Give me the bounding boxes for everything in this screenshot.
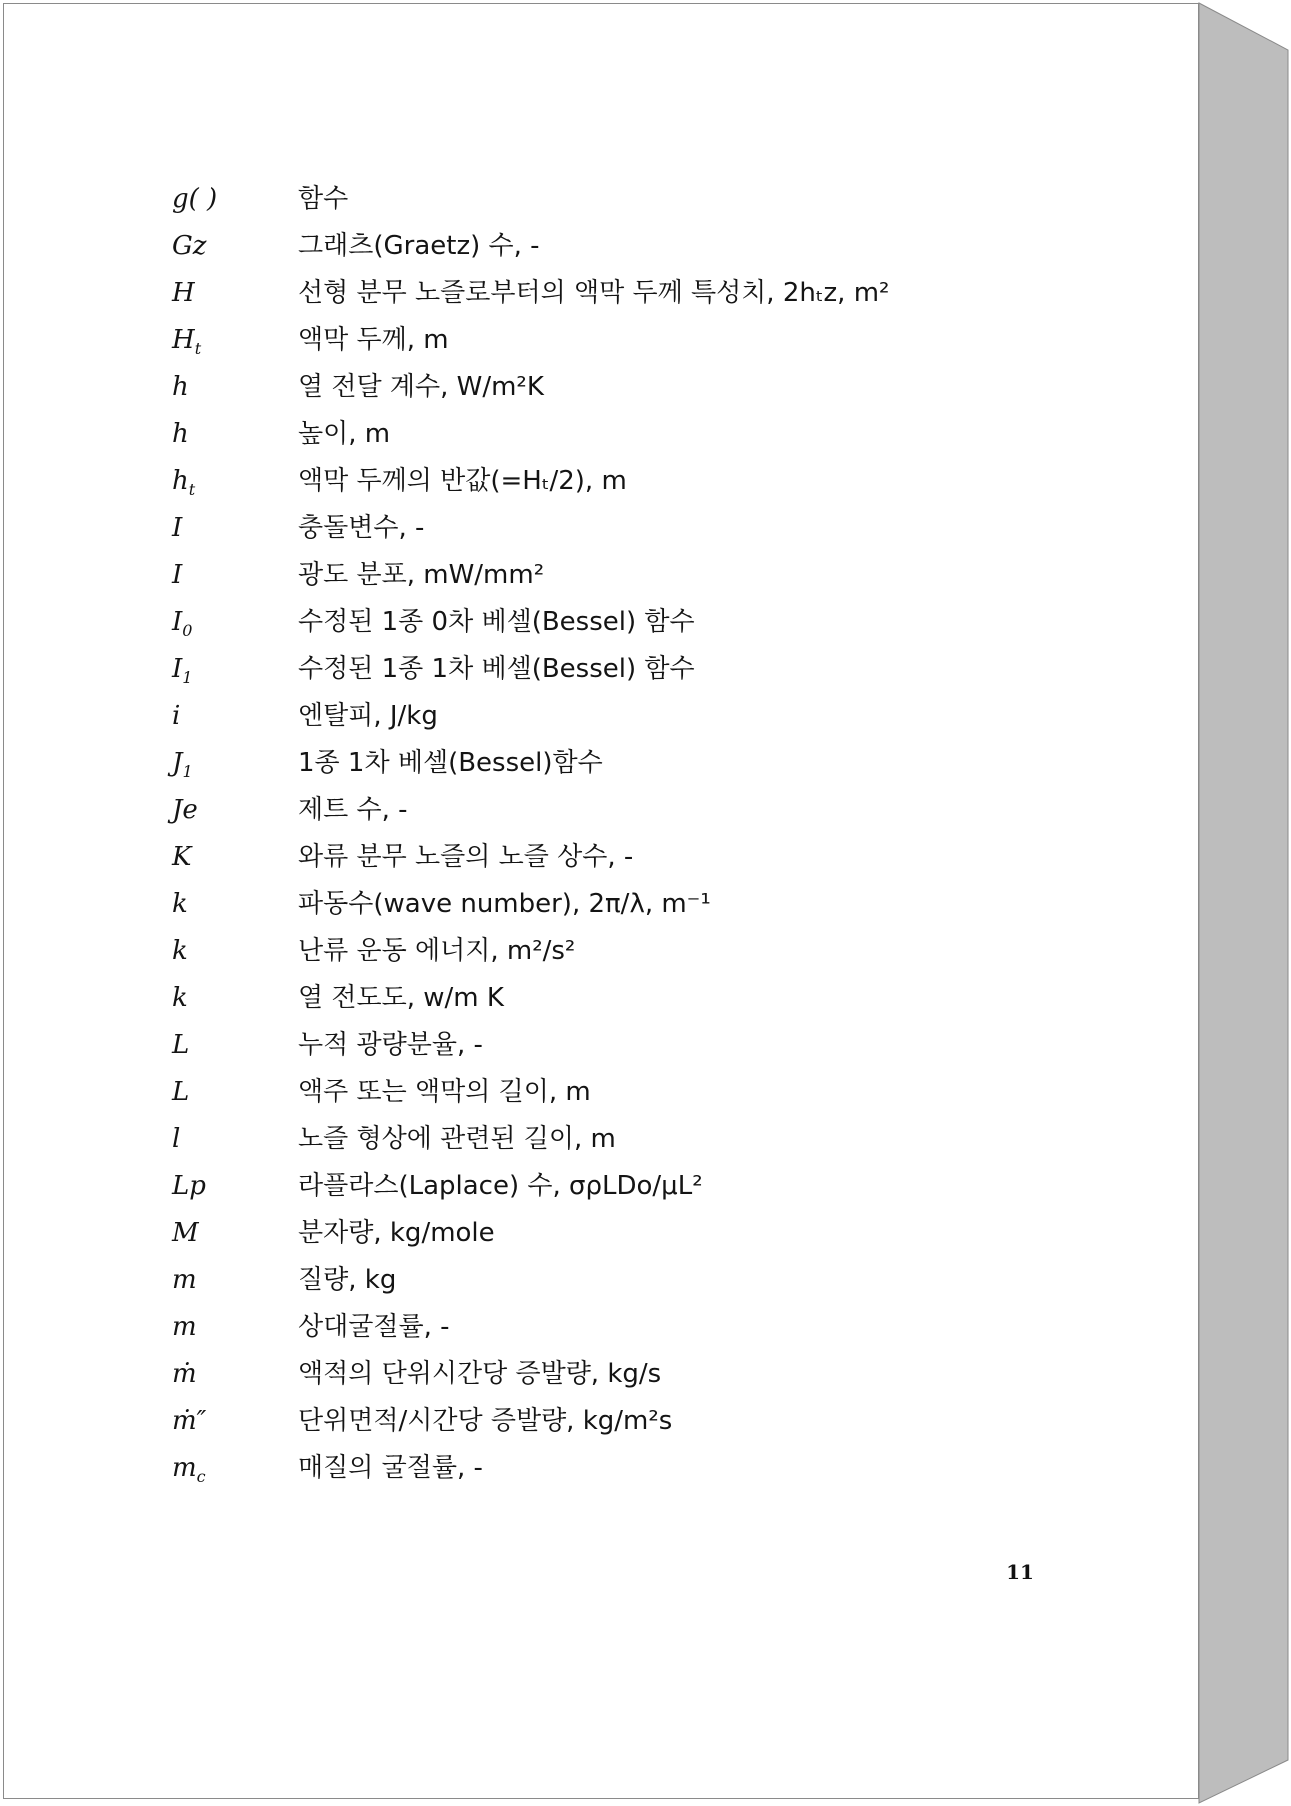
- symbol-text: K: [172, 842, 192, 872]
- symbol-text: L: [172, 1077, 190, 1107]
- definition: 수정된 1종 0차 베셀(Bessel) 함수: [298, 607, 695, 637]
- definition: 그래츠(Graetz) 수, -: [298, 231, 540, 261]
- nomenclature-entry: [172, 601, 1072, 648]
- symbol-subscript: 1: [182, 668, 193, 688]
- definition: 열 전달 계수, W/m²K: [298, 372, 544, 402]
- page-number: 11: [1006, 1560, 1034, 1584]
- symbol: [172, 513, 298, 543]
- symbol: [172, 889, 298, 919]
- symbol-subscript: t: [188, 480, 196, 500]
- definition: 누적 광량분율, -: [298, 1030, 483, 1060]
- nomenclature-entry: [172, 225, 1072, 272]
- symbol-text: g( ): [172, 184, 218, 214]
- definition: 제트 수, -: [298, 795, 408, 825]
- symbol-text: h: [172, 372, 189, 402]
- nomenclature-entry: [172, 507, 1072, 554]
- definition: 와류 분무 노즐의 노즐 상수, -: [298, 842, 634, 872]
- nomenclature-entry: [172, 1118, 1072, 1165]
- symbol-text: i: [172, 701, 181, 731]
- nomenclature-entry: [172, 648, 1072, 695]
- nomenclature-entry: [172, 1165, 1072, 1212]
- symbol: [172, 701, 298, 731]
- definition: 수정된 1종 1차 베셀(Bessel) 함수: [298, 654, 695, 684]
- nomenclature-entry: [172, 883, 1072, 930]
- symbol: [172, 1406, 298, 1436]
- nomenclature-entry: [172, 272, 1072, 319]
- nomenclature-entry: [172, 1400, 1072, 1447]
- symbol-text: m: [172, 1453, 197, 1483]
- symbol-text: k: [172, 983, 188, 1013]
- symbol-subscript: 1: [182, 762, 193, 782]
- definition: 열 전도도, w/m K: [298, 983, 504, 1013]
- symbol: [172, 983, 298, 1013]
- definition: 상대굴절률, -: [298, 1312, 450, 1342]
- symbol: [172, 184, 298, 214]
- symbol: [172, 1124, 298, 1154]
- definition: 노즐 형상에 관련된 길이, m: [298, 1124, 616, 1154]
- definition: 단위면적/시간당 증발량, kg/m²s: [298, 1406, 673, 1436]
- symbol-text: L: [172, 1030, 190, 1060]
- symbol: [172, 1171, 298, 1201]
- symbol-text: m: [172, 1312, 197, 1342]
- symbol-text: Je: [172, 795, 198, 825]
- definition: 광도 분포, mW/mm²: [298, 560, 545, 590]
- definition: 매질의 굴절률, -: [298, 1453, 483, 1483]
- symbol: [172, 1265, 298, 1295]
- symbol: [172, 842, 298, 872]
- symbol-text: m: [172, 1265, 197, 1295]
- definition: 액막 두께, m: [298, 325, 449, 355]
- definition: 질량, kg: [298, 1265, 397, 1295]
- symbol-text: H: [172, 325, 195, 355]
- definition: 함수: [298, 184, 349, 214]
- symbol-text: M: [172, 1218, 199, 1248]
- nomenclature-entry: [172, 1353, 1072, 1400]
- nomenclature-entry: [172, 178, 1072, 225]
- nomenclature-entry: [172, 460, 1072, 507]
- definition: 파동수(wave number), 2π/λ, m⁻¹: [298, 889, 711, 919]
- nomenclature-entry: [172, 1071, 1072, 1118]
- symbol-text: I: [172, 607, 183, 637]
- definition: 라플라스(Laplace) 수, σρLDo/μL²: [298, 1171, 703, 1201]
- definition: 분자량, kg/mole: [298, 1218, 495, 1248]
- symbol-text: J: [172, 748, 183, 778]
- symbol-text: h: [172, 466, 189, 496]
- symbol: [172, 1218, 298, 1248]
- symbol-text: ṁ: [172, 1359, 197, 1389]
- symbol-text: ṁ″: [172, 1406, 207, 1436]
- symbol: [172, 325, 298, 358]
- definition: 액주 또는 액막의 길이, m: [298, 1077, 591, 1107]
- symbol: [172, 748, 298, 781]
- symbol: [172, 1077, 298, 1107]
- definition: 액막 두께의 반값(=Hₜ/2), m: [298, 466, 627, 496]
- definition: 높이, m: [298, 419, 391, 449]
- nomenclature-entry: [172, 1447, 1072, 1494]
- symbol-text: I: [172, 560, 183, 590]
- symbol: [172, 795, 298, 825]
- nomenclature-entry: [172, 319, 1072, 366]
- nomenclature-entry: [172, 695, 1072, 742]
- nomenclature-entry: [172, 413, 1072, 460]
- symbol-subscript: t: [194, 339, 202, 359]
- symbol: [172, 466, 298, 499]
- symbol: [172, 278, 298, 308]
- symbol-text: k: [172, 936, 188, 966]
- symbol: [172, 1030, 298, 1060]
- symbol: [172, 1453, 298, 1486]
- definition: 선형 분무 노즐로부터의 액막 두께 특성치, 2hₜz, m²: [298, 278, 890, 308]
- nomenclature-entry: [172, 366, 1072, 413]
- symbol-text: k: [172, 889, 188, 919]
- nomenclature-entry: [172, 1259, 1072, 1306]
- nomenclature-entry: [172, 789, 1072, 836]
- definition: 난류 운동 에너지, m²/s²: [298, 936, 576, 966]
- symbol: [172, 560, 298, 590]
- nomenclature-entry: [172, 1212, 1072, 1259]
- symbol-subscript: 0: [182, 621, 193, 641]
- symbol: [172, 1359, 298, 1389]
- symbol-text: Gz: [172, 231, 207, 261]
- symbol-text: l: [172, 1124, 181, 1154]
- symbol: [172, 936, 298, 966]
- nomenclature-entry: [172, 930, 1072, 977]
- symbol: [172, 419, 298, 449]
- nomenclature-entry: [172, 836, 1072, 883]
- nomenclature-entry: [172, 1024, 1072, 1071]
- symbol: [172, 654, 298, 687]
- definition: 액적의 단위시간당 증발량, kg/s: [298, 1359, 662, 1389]
- symbol: [172, 1312, 298, 1342]
- symbol: [172, 372, 298, 402]
- nomenclature-entry: [172, 977, 1072, 1024]
- symbol-text: H: [172, 278, 195, 308]
- symbol-text: Lp: [172, 1171, 206, 1201]
- symbol: [172, 231, 298, 261]
- nomenclature-entry: [172, 554, 1072, 601]
- definition: 엔탈피, J/kg: [298, 701, 438, 731]
- symbol-text: I: [172, 513, 183, 543]
- symbol-text: I: [172, 654, 183, 684]
- nomenclature-list: [172, 178, 1072, 1494]
- nomenclature-entry: [172, 742, 1072, 789]
- definition: 충돌변수, -: [298, 513, 425, 543]
- definition: 1종 1차 베셀(Bessel)함수: [298, 748, 603, 778]
- nomenclature-entry: [172, 1306, 1072, 1353]
- symbol-subscript: c: [196, 1467, 206, 1487]
- symbol-text: h: [172, 419, 189, 449]
- symbol: [172, 607, 298, 640]
